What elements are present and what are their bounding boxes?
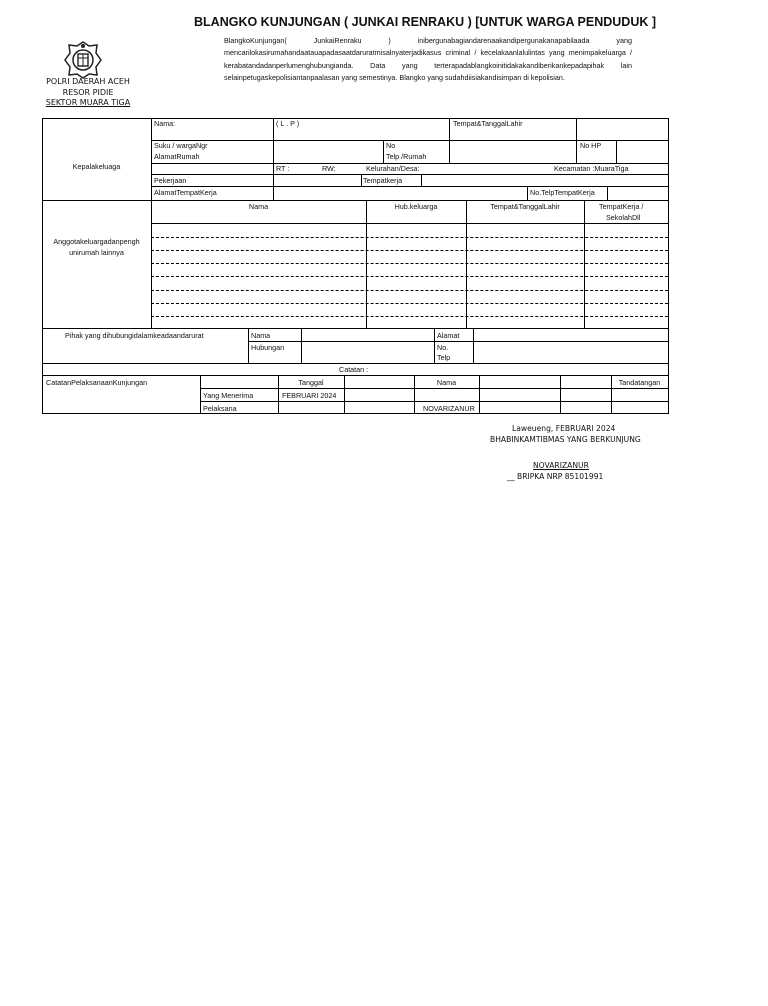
rw-label: RW: bbox=[322, 164, 336, 173]
lp-label: ( L . P ) bbox=[276, 119, 300, 128]
col-kerja-header-2: SekolahDll bbox=[606, 213, 641, 222]
no-label: No bbox=[386, 141, 396, 150]
col-nama-header: Nama bbox=[248, 202, 269, 211]
org-line-3: SEKTOR MUARA TIGA bbox=[45, 98, 131, 107]
kecamatan-label: Kecamatan :MuaraTiga bbox=[554, 164, 629, 173]
darurat-hubungan-label: Hubungan bbox=[251, 343, 285, 352]
tempatkerja-label: Tempatkerja bbox=[363, 176, 403, 185]
rt-label: RT : bbox=[276, 164, 290, 173]
tanggal-header: Tanggal bbox=[298, 378, 324, 387]
darurat-no-label: No. bbox=[437, 343, 449, 352]
darurat-nama-label: Nama bbox=[251, 331, 271, 340]
signature-position: BHABINKAMTIBMAS YANG BERKUNJUNG bbox=[490, 435, 641, 444]
col-kerja-header-1: TempatKerja / bbox=[599, 202, 644, 211]
signature-name: NOVARIZANUR bbox=[533, 461, 589, 470]
nama-label: Nama: bbox=[154, 119, 176, 128]
darurat-label: Pihak yang dihubungidalamkeadaandarurat bbox=[65, 331, 204, 340]
darurat-telp-label: Telp bbox=[437, 353, 451, 362]
penerima-tanggal: FEBRUARI 2024 bbox=[282, 391, 337, 400]
kepala-section-label: Kepalakeluaga bbox=[72, 162, 121, 171]
organization-block bbox=[40, 77, 136, 109]
col-hub-header: Hub.keluarga bbox=[394, 202, 438, 211]
anggota-section-label: Anggotakeluargadanpengh unirumah lainnya bbox=[53, 237, 140, 257]
alamatkerja-label: AlamatTempatKerja bbox=[154, 188, 217, 197]
pelaksana-label: Pelaksana bbox=[203, 404, 237, 413]
alamat-rumah-label: AlamatRumah bbox=[154, 152, 200, 161]
darurat-alamat-label: Alamat bbox=[437, 331, 460, 340]
col-ttl-header: Tempat&TanggalLahir bbox=[490, 202, 560, 211]
pelaksana-nama: NOVARIZANUR bbox=[423, 404, 475, 413]
telp-rumah-label: Telp /Rumah bbox=[386, 152, 427, 161]
penerima-label: Yang Menerima bbox=[203, 391, 254, 400]
signature-rank: __ BRIPKA NRP 85101991 bbox=[507, 472, 604, 481]
kunjungan-label: CatatanPelaksanaanKunjungan bbox=[46, 378, 148, 387]
org-line-2: RESOR PIDIE bbox=[62, 87, 114, 97]
suku-label: Suku / wargaNgr bbox=[154, 141, 208, 150]
notelpkerja-label: No.TelpTempatKerja bbox=[530, 188, 595, 197]
kelurahan-label: Kelurahan/Desa: bbox=[366, 164, 420, 173]
intro-paragraph: BlangkoKunjungan( JunkaiRenraku ) inibergunabagiandarenaakandipergunakanapabilaada yang mencarilokasirumahandaatauapadasaatdaruratmisalnyaterjadikasus criminal / kecelakaanlalulintas yang menimpakeluarga / kerabatandadanperlumenghubungianda. Data yang terterapadablangkoinitidakakandiberikankepadapihak lain selainpetugaskepolisiantanpaalasan yang semestinya. Blangko yang sudahdiisiakandisimpan di kepolisian. bbox=[224, 36, 632, 82]
org-line-1: POLRI DAERAH ACEH bbox=[46, 77, 130, 86]
tandatangan-header: Tandatangan bbox=[618, 378, 661, 387]
catatan-label: Catatan : bbox=[339, 365, 369, 374]
nohp-label: No HP bbox=[580, 141, 602, 150]
ttl-label: Tempat&TanggalLahir bbox=[453, 119, 523, 128]
document-title: BLANGKO KUNJUNGAN ( JUNKAI RENRAKU ) [UNTUK WARGA PENDUDUK ] bbox=[194, 15, 657, 29]
nama-header: Nama bbox=[436, 378, 457, 387]
pekerjaan-label: Pekerjaan bbox=[154, 176, 187, 185]
signature-place-date: Laweueng, FEBRUARI 2024 bbox=[512, 424, 616, 433]
police-emblem-icon bbox=[63, 40, 103, 80]
